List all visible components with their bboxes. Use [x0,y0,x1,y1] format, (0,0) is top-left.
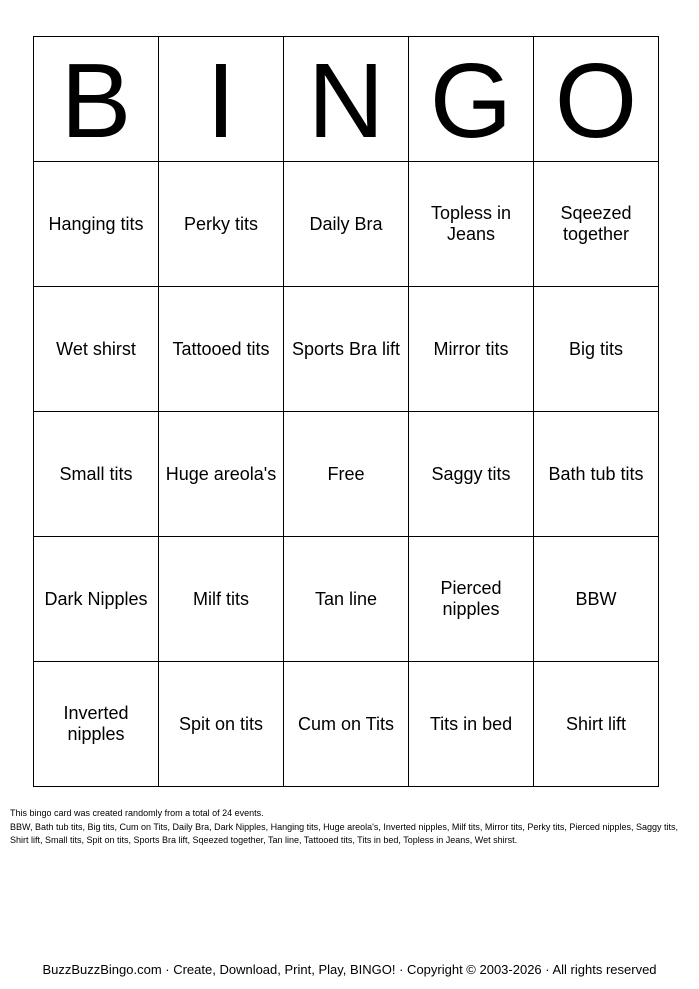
bingo-row [34,287,659,412]
bingo-card [33,36,659,787]
bingo-cell: Topless in Jeans [409,162,534,287]
bingo-cell: Perky tits [159,162,284,287]
bingo-cell: Cum on Tits [284,662,409,787]
card-info-event-list: BBW, Bath tub tits, Big tits, Cum on Tits, Daily Bra, Dark Nipples, Hanging tits, Huge areola's, Inverted nipples, Milf tits, Mirror tits, Perky tits, Pierced nipples, Saggy tits, Shirt lift, Small tits, Spit on tits, Sports Bra lift, Sqeezed together, Tan line, Tattooed tits, Tits in bed, Topless in Jeans, Wet shirst. [10,821,678,845]
header-letter-g: G [409,37,534,162]
bingo-row [34,537,659,662]
bingo-cell: Mirror tits [409,287,534,412]
bingo-cell: Dark Nipples [34,537,159,662]
bingo-cell: Saggy tits [409,412,534,537]
bingo-cell: Inverted nipples [34,662,159,787]
bingo-cell: BBW [534,537,659,662]
card-info [10,807,690,848]
bingo-cell: Spit on tits [159,662,284,787]
bingo-row [34,162,659,287]
bingo-cell: Daily Bra [284,162,409,287]
bingo-cell: Small tits [34,412,159,537]
bingo-cell: Hanging tits [34,162,159,287]
card-info-summary: This bingo card was created randomly from a total of 24 events. [10,808,264,818]
bingo-cell: Huge areola's [159,412,284,537]
bingo-cell: Bath tub tits [534,412,659,537]
bingo-cell: Tattooed tits [159,287,284,412]
page-footer: BuzzBuzzBingo.com · Create, Download, Print, Play, BINGO! · Copyright © 2003-2026 · All rights reserved [42,962,657,977]
header-letter-o: O [534,37,659,162]
bingo-header-row [34,37,659,162]
header-letter-n: N [284,37,409,162]
bingo-cell: Tan line [284,537,409,662]
bingo-free-cell: Free [284,412,409,537]
bingo-cell: Shirt lift [534,662,659,787]
bingo-cell: Milf tits [159,537,284,662]
bingo-cell: Tits in bed [409,662,534,787]
header-letter-b: B [34,37,159,162]
bingo-cell: Pierced nipples [409,537,534,662]
bingo-row [34,662,659,787]
bingo-cell: Sqeezed together [534,162,659,287]
bingo-row [34,412,659,537]
header-letter-i: I [159,37,284,162]
bingo-cell: Sports Bra lift [284,287,409,412]
bingo-cell: Big tits [534,287,659,412]
bingo-cell: Wet shirst [34,287,159,412]
